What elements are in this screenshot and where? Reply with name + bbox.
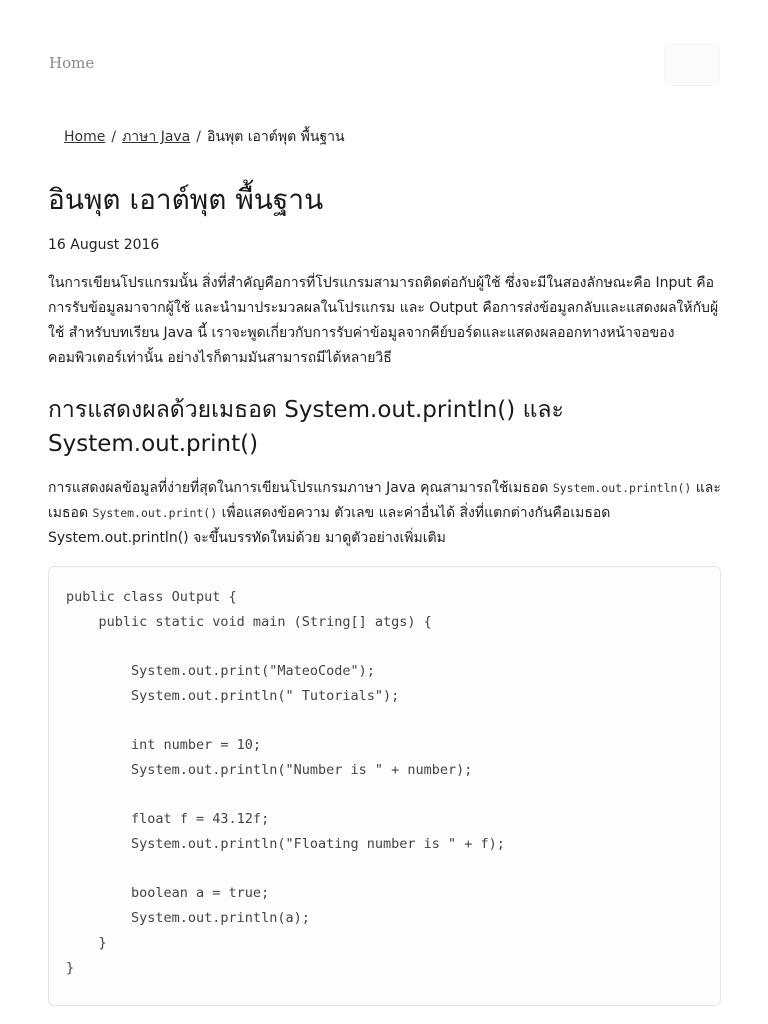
code-line: boolean a = true;	[66, 885, 270, 902]
section-text-part: การแสดงผลข้อมูลที่ง่ายที่สุดในการเขียนโปรแกรมภาษา Java คุณสามารถใช้เมธอด	[48, 480, 553, 496]
code-line: }	[66, 959, 75, 976]
code-line: System.out.println(" Tutorials");	[66, 687, 400, 704]
page-title: อินพุต เอาต์พุต พื้นฐาน	[48, 183, 324, 216]
inline-code-print: System.out.print()	[92, 506, 218, 520]
code-line: float f = 43.12f;	[66, 811, 270, 828]
breadcrumb-separator: /	[196, 129, 201, 145]
code-block[interactable]	[48, 566, 721, 1006]
menu-toggle-button[interactable]	[664, 44, 720, 86]
section-text-part: และเมธอด	[48, 480, 721, 521]
intro-paragraph: ในการเขียนโปรแกรมนั้น สิ่งที่สำคัญคือการที่โปรแกรมสามารถติดต่อกับผู้ใช้ ซึ่งจะมีในสองลักษณะคือ Input คือการรับข้อมูลมาจากผู้ใช้ และนำมาประมวลผลในโปรแกรม และ Output คือการส่งข้อมูลกลับและแสดงผลให้กับผู้ใช้ สำหรับบทเรียน Java นี้ เราจะพูดเกี่ยวกับการรับค่าข้อมูลจากคีย์บอร์ดและแสดงผลออกทางหน้าจอของคอมพิวเตอร์เท่านั้น อย่างไรก็ตามมันสามารถมีได้หลายวิธี	[48, 275, 719, 366]
breadcrumb-separator: /	[111, 129, 117, 145]
nav-home-link[interactable]: Home	[49, 54, 95, 72]
code-line: public class Output {	[66, 589, 237, 605]
section-heading: การแสดงผลด้วยเมธอด System.out.println() และ System.out.print()	[48, 397, 564, 457]
code-line: public static void main (String[] atgs) {	[66, 613, 432, 630]
section-paragraph	[48, 476, 728, 551]
code-line: System.out.println("Number is " + number);	[66, 761, 473, 778]
code-line: int number = 10;	[66, 737, 262, 754]
breadcrumb-home-link[interactable]: Home	[64, 129, 106, 145]
breadcrumb-current: อินพุต เอาต์พุต พื้นฐาน	[206, 129, 345, 145]
breadcrumb-category-link[interactable]: ภาษา Java	[122, 129, 191, 145]
code-line: System.out.print("MateoCode");	[66, 663, 375, 680]
site-header	[0, 0, 768, 110]
inline-code-println: System.out.println()	[552, 481, 692, 495]
code-line: }	[66, 934, 107, 951]
code-line: System.out.println(a);	[66, 910, 310, 927]
code-line: System.out.println("Floating number is " + f);	[66, 836, 505, 853]
post-date: 16 August 2016	[48, 237, 160, 253]
code-content[interactable]	[49, 567, 720, 980]
breadcrumb	[64, 126, 345, 148]
section-text-part: เพื่อแสดงข้อความ ตัวเลข และค่าอื่นได้ สิ่งที่แตกต่างกันคือเมธอด System.out.println() จะขึ้นบรรทัดใหม่ด้วย มาดูตัวอย่างเพิ่มเติม	[48, 505, 611, 546]
